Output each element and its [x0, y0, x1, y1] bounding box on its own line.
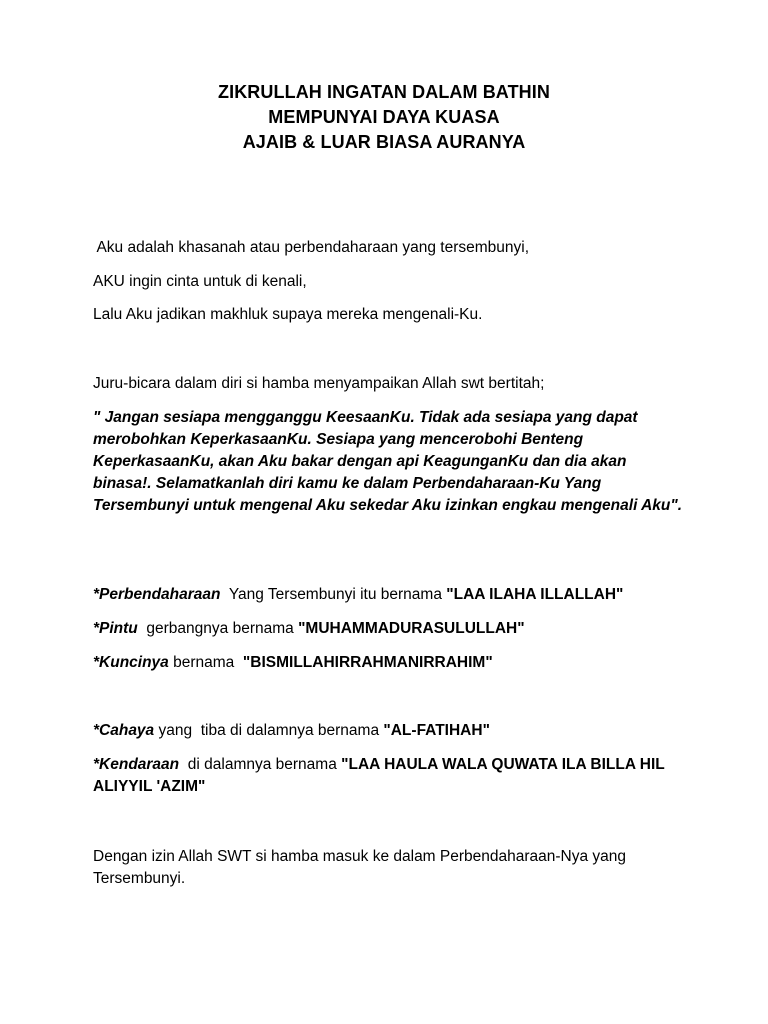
item-label: *Perbendaharaan — [93, 586, 221, 603]
item-label: *Kendaraan — [93, 756, 180, 773]
title-line-2: MEMPUNYAI DAYA KUASA — [268, 107, 500, 127]
item-value: "LAA ILAHA ILLALLAH" — [446, 586, 624, 603]
item-value: "AL-FATIHAH" — [383, 722, 490, 739]
intro-line-2: AKU ingin cinta untuk di kenali, — [93, 273, 307, 290]
item-cahaya — [93, 720, 683, 742]
item-label: *Cahaya — [93, 722, 155, 739]
item-value: "MUHAMMADURASULULLAH" — [298, 620, 525, 637]
intro-line-1: Aku adalah khasanah atau perbendaharaan yang tersembunyi, — [93, 239, 530, 256]
intro-line-3: Lalu Aku jadikan makhluk supaya mereka mengenali-Ku. — [93, 306, 483, 323]
item-text: di dalamnya bernama — [179, 756, 342, 773]
item-label: *Kuncinya — [93, 654, 169, 671]
item-text: yang tiba di dalamnya bernama — [154, 722, 384, 739]
document-title — [0, 80, 768, 155]
speaker-line: Juru-bicara dalam diri si hamba menyampaikan Allah swt bertitah; — [93, 375, 545, 392]
item-value: "LAA HAULA WALA QUWATA ILA BILLA HIL ALIYYIL 'AZIM" — [93, 756, 669, 795]
item-text: Yang Tersembunyi itu bernama — [220, 586, 447, 603]
item-pintu — [93, 618, 683, 640]
title-line-3: AJAIB & LUAR BIASA AURANYA — [242, 132, 526, 152]
divine-quote: " Jangan sesiapa mengganggu KeesaanKu. Tidak ada sesiapa yang dapat merobohkan KeperkasaanKu. Sesiapa yang mencerobohi Benteng KeperkasaanKu, akan Aku bakar dengan api KeagunganKu dan dia akan binasa!. Selamatkanlah diri kamu ke dalam Perbendaharaan-Ku Yang Tersembunyi untuk mengenal Aku sekedar Aku izinkan engkau mengenali Aku". — [93, 409, 683, 514]
item-text: gerbangnya bernama — [137, 620, 299, 637]
item-kuncinya — [93, 652, 683, 674]
item-text: bernama — [168, 654, 243, 671]
closing-paragraph: Dengan izin Allah SWT si hamba masuk ke dalam Perbendaharaan-Nya yang Tersembunyi. — [93, 848, 627, 887]
item-kendaraan — [93, 754, 683, 798]
item-perbendaharaan — [93, 584, 683, 606]
title-line-1: ZIKRULLAH INGATAN DALAM BATHIN — [218, 82, 550, 102]
item-label: *Pintu — [93, 620, 138, 637]
item-value: "BISMILLAHIRRAHMANIRRAHIM" — [242, 654, 493, 671]
